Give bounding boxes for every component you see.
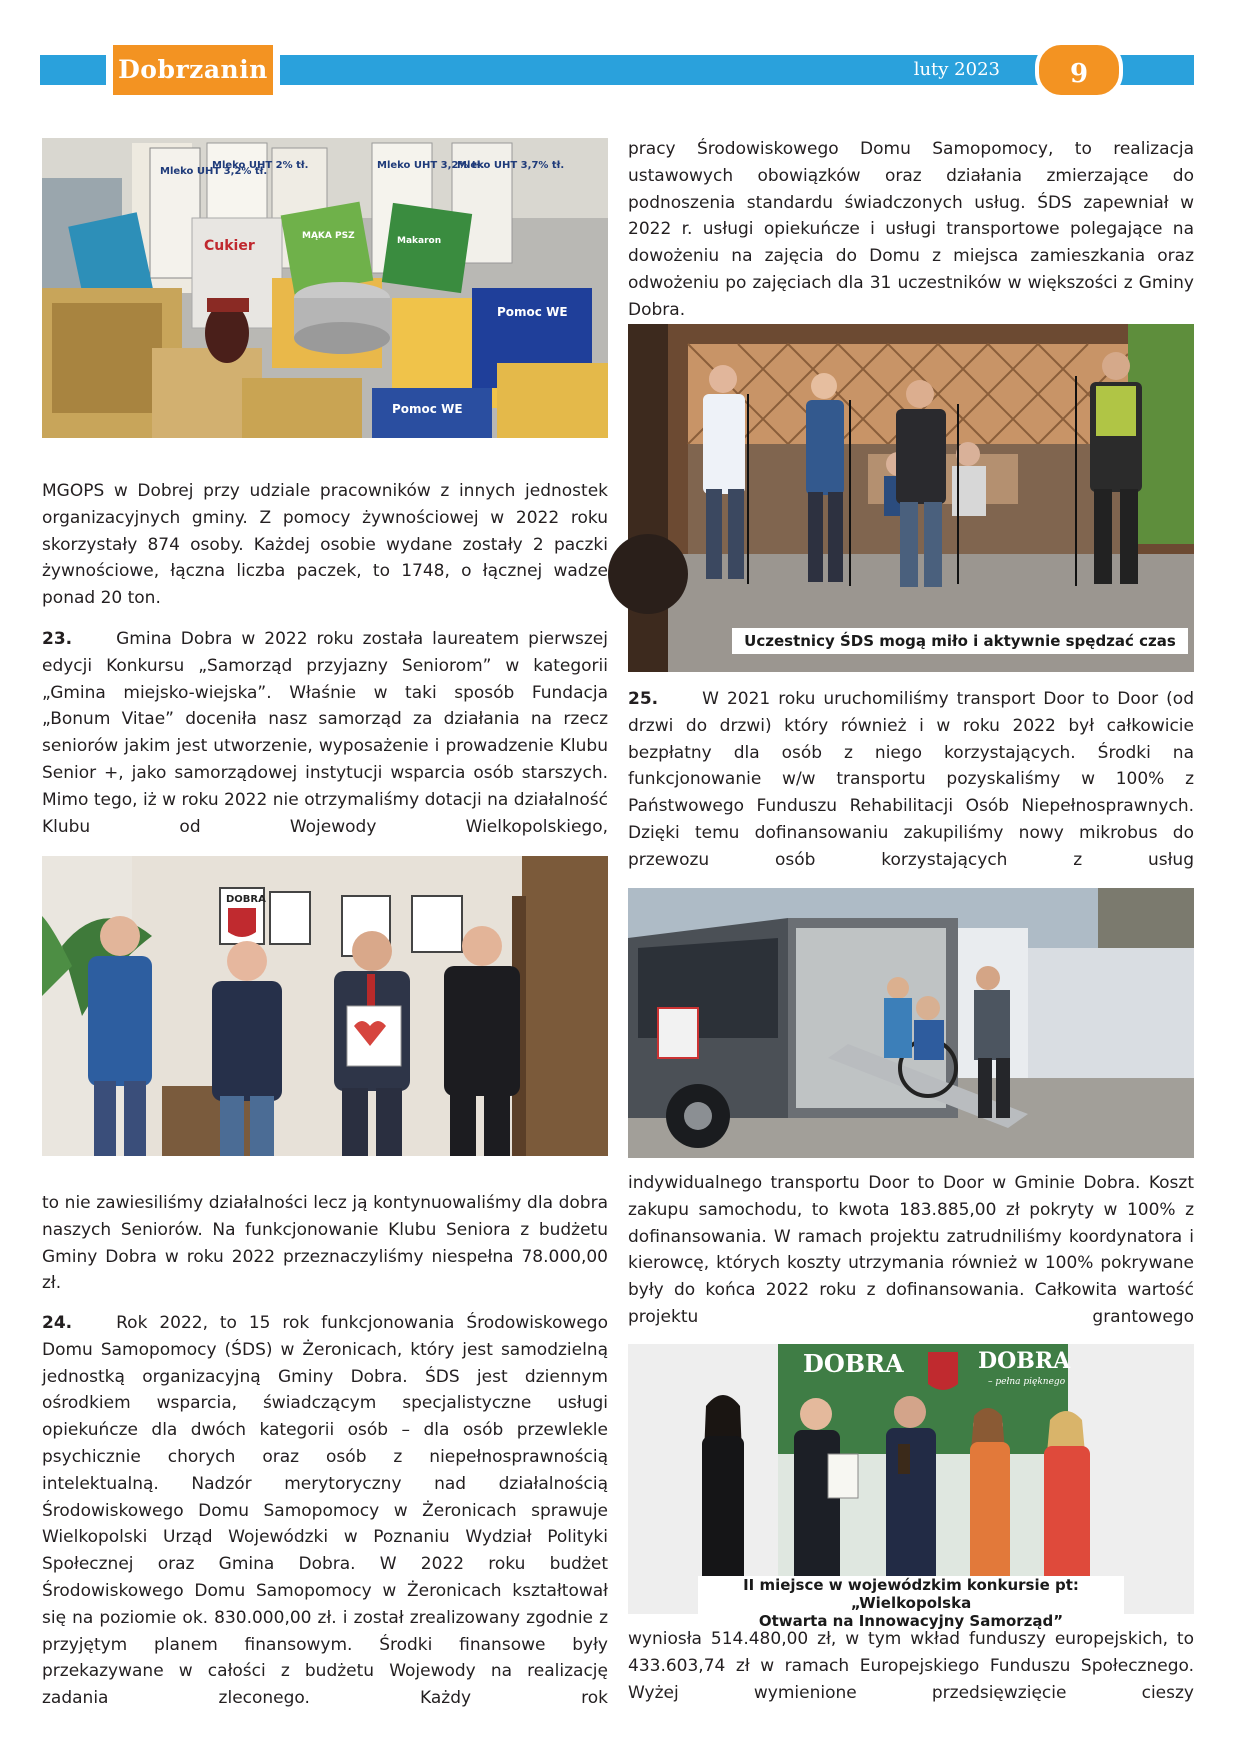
food-label: Mleko UHT 2% tł. <box>212 160 309 171</box>
issue-date: luty 2023 <box>913 59 1000 80</box>
paragraph: MGOPS w Dobrej przy udziale pracowników z innych jednostek organizacyjnych gminy. Z pomocy żywnościowej w 2022 roku skorzystały 874 osoby. Każdej osobie wydane zostały 2 paczki żywnościowe, łączna liczba paczek, to 1748, o łącznej wadze ponad 20 ton. <box>42 481 608 609</box>
header-gap <box>106 55 113 85</box>
photo-caption: Uczestnicy ŚDS mogą miło i aktywnie spędzać czas <box>732 628 1188 654</box>
left-text-block-1 <box>42 478 608 612</box>
food-label: Cukier <box>204 238 255 254</box>
photo-door-to-door-van <box>628 888 1194 1158</box>
food-label: Mleko UHT 3,7% tł. <box>457 160 565 171</box>
food-label: Mleko UHT 3,2% tł. <box>160 166 268 177</box>
page-number: 9 <box>1035 41 1123 99</box>
photo-caption <box>698 1576 1124 1630</box>
food-label: Mleko UHT 3,2% tł. <box>377 160 485 171</box>
left-text-block-4 <box>42 1310 608 1712</box>
right-text-block-2 <box>628 686 1194 874</box>
photo-sds-participants <box>628 324 1194 672</box>
paragraph: indywidualnego transportu Door to Door w Gminie Dobra. Koszt zakupu samochodu, to kwota 183.885,00 zł pokryty w 100% z dofinansowania. W ramach projektu zatrudniliśmy koordynatora i kierowcę, których koszty utrzymania również w 100% pokrywane były do końca 2022 roku z dofinansowania. Całkowita wartość projektu grantowego <box>628 1173 1194 1327</box>
food-label: MĄKA PSZ <box>302 231 355 241</box>
brand-title: Dobrzanin <box>113 45 273 95</box>
paragraph <box>42 626 608 840</box>
right-text-block-1 <box>628 136 1194 324</box>
right-text-block-3 <box>628 1170 1194 1331</box>
paragraph: to nie zawiesiliśmy działalności lecz ją kontynuowaliśmy dla dobra naszych Seniorów. Na funkcjonowanie Klubu Seniora z budżetu Gminy Dobra w roku 2022 przeznaczyliśmy niespełna 78.000,00 zł. <box>42 1193 608 1294</box>
right-text-block-4 <box>628 1626 1194 1706</box>
banner-text: DOBRA <box>978 1348 1071 1374</box>
paragraph-number: 23. <box>42 629 73 649</box>
paragraph-number: 25. <box>628 689 659 709</box>
banner-text: – pełna pięknego <box>988 1377 1066 1387</box>
banner-text: DOBRA <box>803 1349 904 1378</box>
paragraph <box>42 1310 608 1712</box>
food-label: Pomoc WE <box>497 305 568 319</box>
paragraph-text: Gmina Dobra w 2022 roku została laureatem pierwszej edycji Konkursu „Samorząd przyjazny Seniorom” w kategorii „Gmina miejsko-wiejska”. Właśnie w taki sposób Fundacja „Bonum Vitae” doceniła nasz samorząd za działania na rzecz seniorów jakim jest utworzenie, wyposażenie i prowadzenie Klubu Senior +, jako samorządowej instytucji wsparcia osób starszych. Mimo tego, iż w roku 2022 nie otrzymaliśmy dotacji na działalność Klubu od Wojewody Wielkopolskiego, <box>42 629 608 837</box>
office-sign: DOBRA <box>226 894 266 905</box>
left-text-block-2 <box>42 626 608 840</box>
left-text-block-3 <box>42 1190 608 1297</box>
header-gap <box>273 55 280 85</box>
photo-food-parcels <box>42 138 608 438</box>
photo-office-award <box>42 856 608 1156</box>
food-label: Pomoc WE <box>392 402 463 416</box>
paragraph-text: Rok 2022, to 15 rok funkcjonowania Środowiskowego Domu Samopomocy (ŚDS) w Żeronicach, który jest samodzielną jednostką organizacyjną Gminy Dobra. ŚDS jest dziennym ośrodkiem wsparcia, świadczącym specjalistyczne usługi opiekuńcze dla dwóch kategorii osób – dla osób przewlekle psychicznie chorych oraz osób z niepełnosprawnością intelektualną. Nadzór merytoryczny nad działalnością Środowiskowego Domu Samopomocy w Żeronicach sprawuje Wielkopolski Urząd Wojewódzki w Poznaniu Wydział Polityki Społecznej oraz Gmina Dobra. W 2022 roku budżet Środowiskowego Domu Samopomocy w Żeronicach kształtował się na poziomie ok. 830.000,00 zł. i został zrealizowany zgodnie z przyjętym planem finansowym. Środki finansowe były przekazywane w całości z budżetu Wojewody na realizację zadania zleconego. Każdy rok <box>42 1313 608 1709</box>
caption-line: II miejsce w wojewódzkim konkursie pt: „Wielkopolska <box>743 1576 1079 1612</box>
caption-line: Otwarta na Innowacyjny Samorząd” <box>758 1612 1064 1630</box>
food-label: Makaron <box>397 236 442 246</box>
paragraph: wyniosła 514.480,00 zł, w tym wkład funduszy europejskich, to 433.603,74 zł w ramach Europejskiego Funduszu Społecznego. Wyżej wymienione przedsięwzięcie cieszy <box>628 1629 1194 1703</box>
paragraph: pracy Środowiskowego Domu Samopomocy, to realizacja ustawowych obowiązków oraz działania zmierzające do podnoszenia standardu świadczonych usług. ŚDS zapewniał w 2022 r. usługi opiekuńcze i usługi transportowe polegające na dowożeniu na zajęcia do Domu z miejsca zamieszkania oraz odwożeniu po zajęciach dla 31 uczestników w większości z Gminy Dobra. <box>628 139 1194 320</box>
paragraph-number: 24. <box>42 1313 73 1333</box>
photo-award-ceremony <box>628 1344 1194 1630</box>
paragraph <box>628 686 1194 874</box>
paragraph-text: W 2021 roku uruchomiliśmy transport Door to Door (od drzwi do drzwi) który również i w roku 2022 był całkowicie bezpłatny dla osób z niego korzystających. Środki na funkcjonowanie w/w transportu pozyskaliśmy w 100% z Państwowego Funduszu Rehabilitacji Osób Niepełnosprawnych. Dzięki temu dofinansowaniu zakupiliśmy nowy mikrobus do przewozu osób korzystających z usług <box>628 689 1194 870</box>
